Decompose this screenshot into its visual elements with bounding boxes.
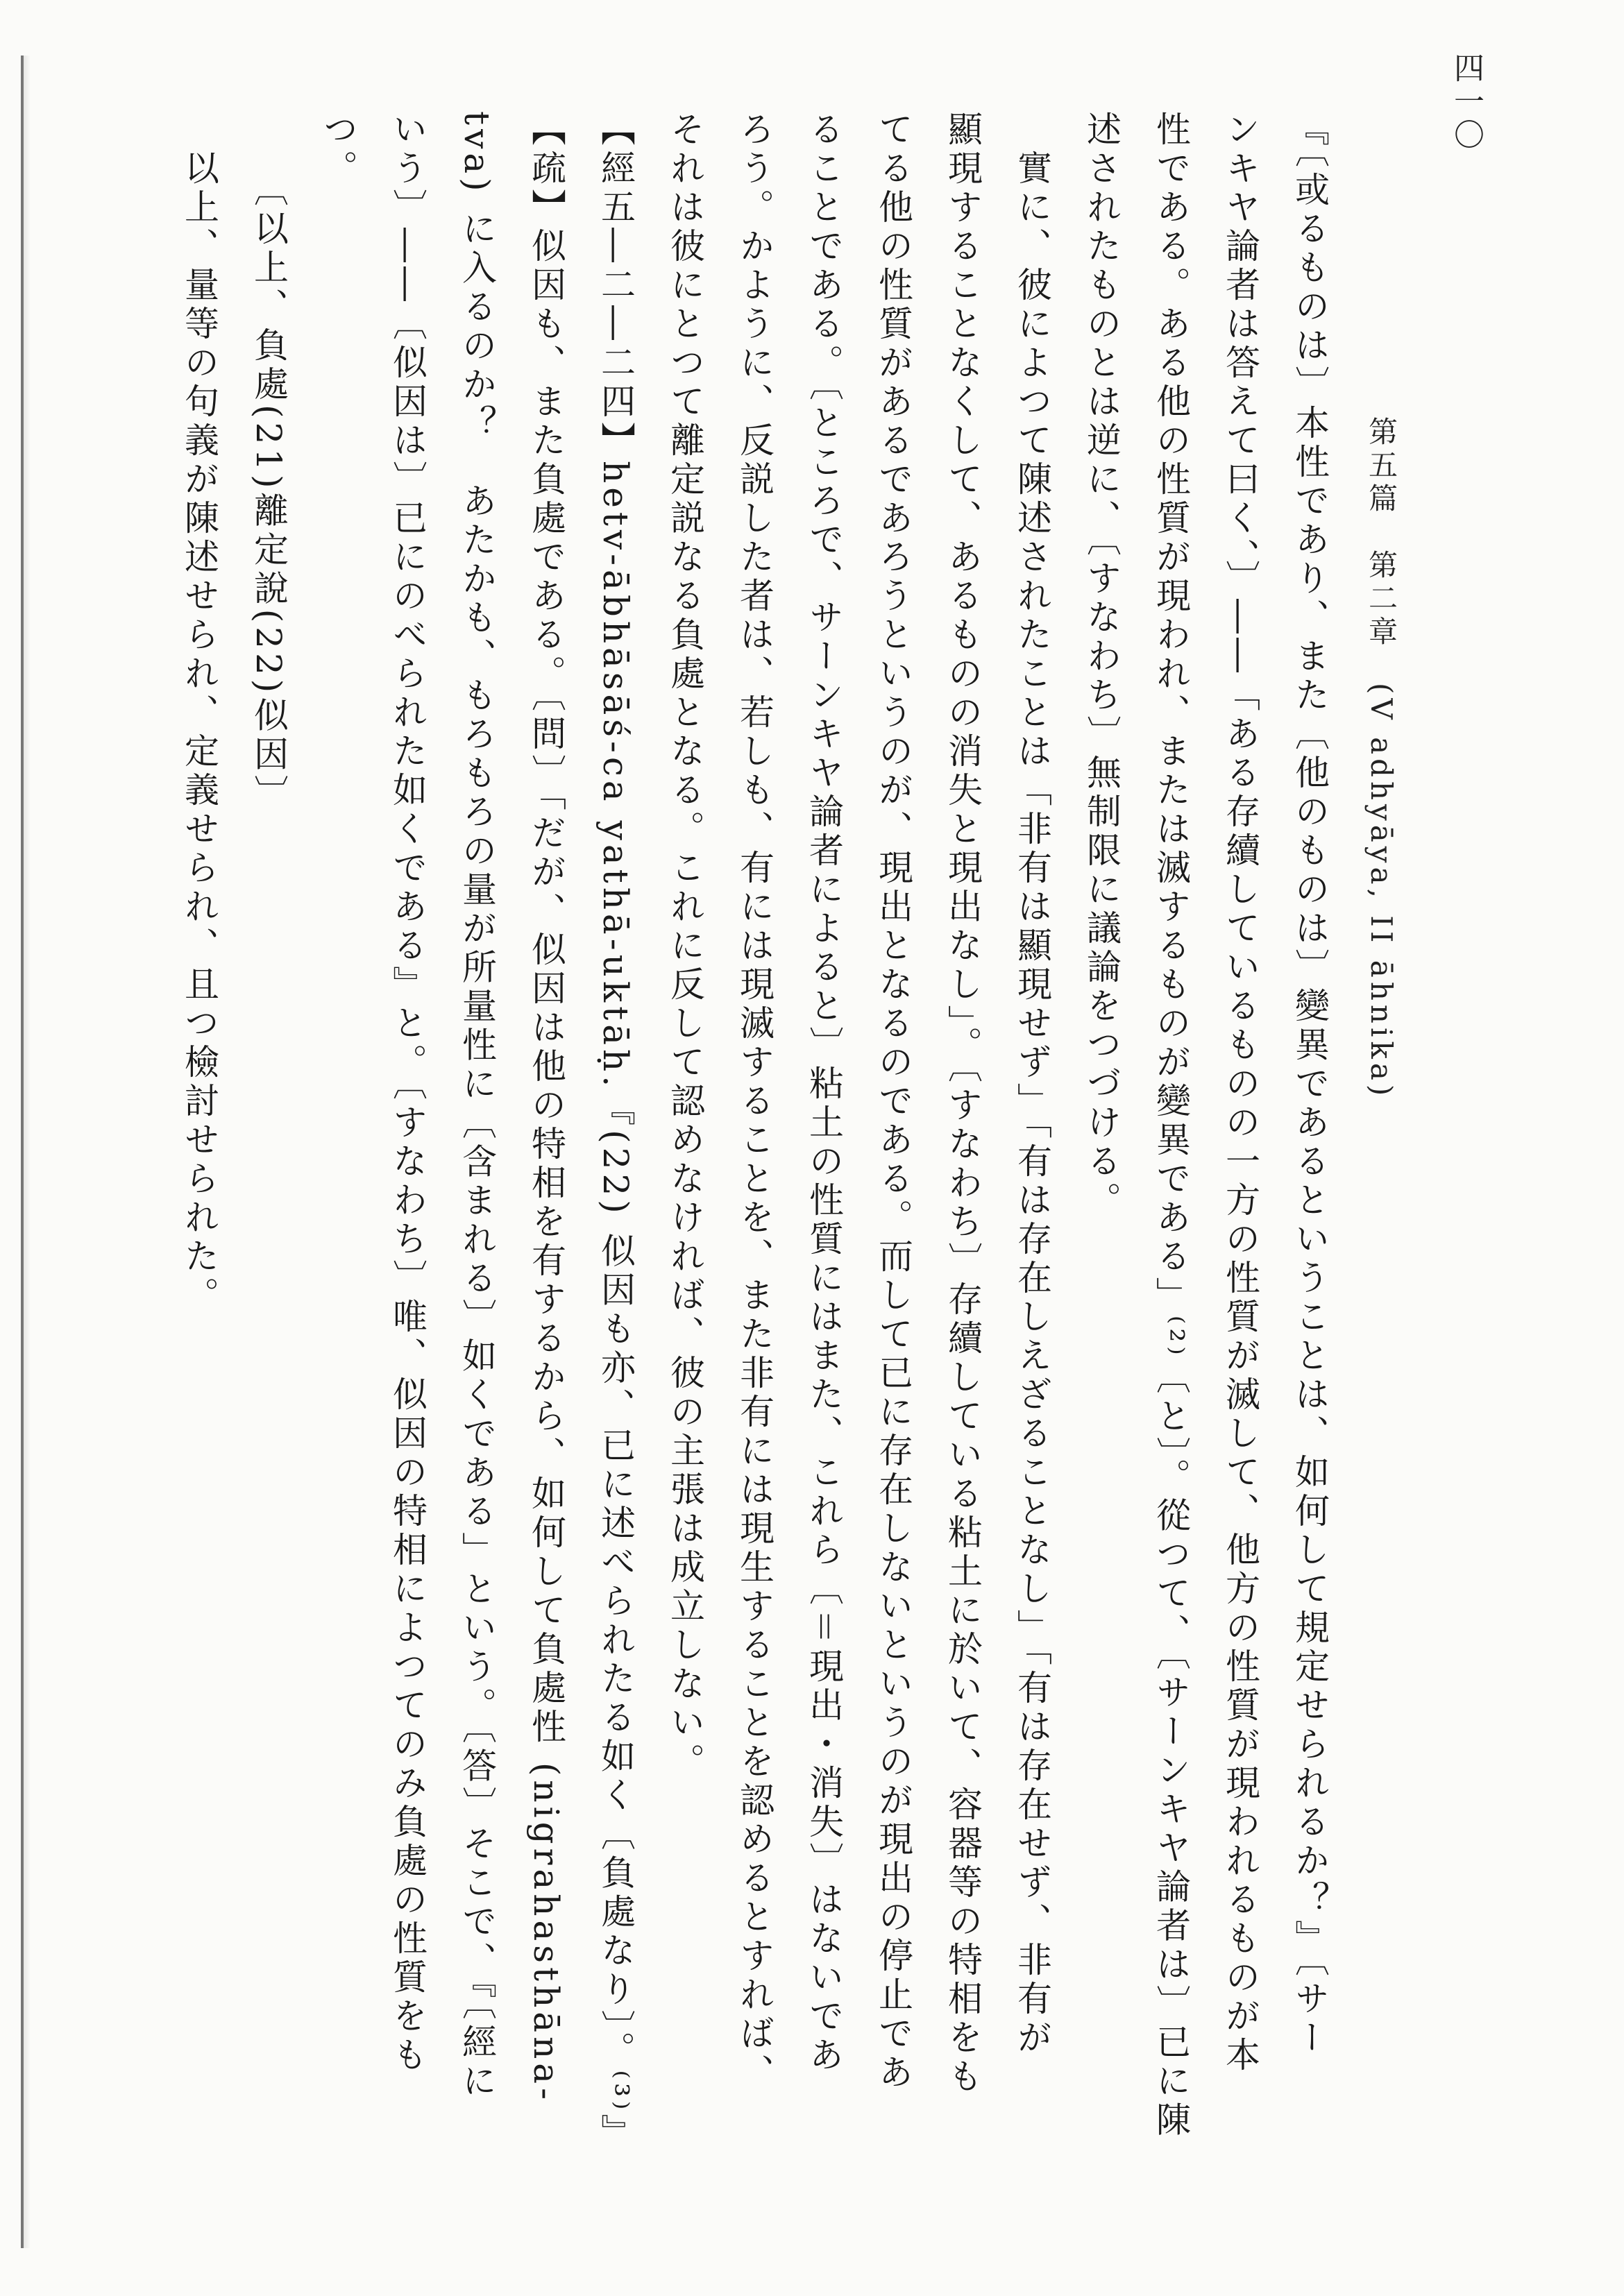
section-summary: 〔以上、負處(21)離定說(22)似因〕 — [248, 111, 289, 814]
text-line: 實に、彼によつて陳述されたことは「非有は顯現せず」「有は存在しえざることなし」「有は存在せず、非有が — [1012, 111, 1052, 2058]
running-header: 第五篇 第二章 (V adhyāya, II āhnika) — [1364, 416, 1398, 1100]
text-line: それは彼にとつて離定説なる負處となる。これに反して認めなければ、彼の主張は成立しない。 — [665, 111, 705, 1782]
sutra-line: 【經五―二―二四】hetv-ābhāsāś-ca yathā-uktāḥ.『(22) 似因も亦、已に述べられたる如く〔負處なり〕。⁽³⁾』 — [595, 111, 636, 2153]
commentary-line: 【疏】似因も、また負處である。〔問〕「だが、似因は他の特相を有するから、如何して負處性 (nigrahasthāna- — [526, 111, 566, 2104]
text-line: ンキヤ論者は答えて曰く、〕――「ある存續しているものの一方の性質が滅して、他方の性質が現われるものが本 — [1220, 111, 1260, 2075]
body-text — [0, 111, 1624, 2153]
text-line: つ。 — [318, 111, 358, 189]
text-line: いう〕――〔似因は〕已にのべられた如くである』と。〔すなわち〕唯、似因の特相によつてのみ負處の性質をも — [387, 111, 428, 2075]
text-line: 性である。ある他の性質が現われ、または滅するものが變異である」⁽²⁾〔と〕。從つて、〔サーンキヤ論者は〕已に陳 — [1151, 111, 1191, 2141]
text-line: 述されたものとは逆に、〔すなわち〕無制限に議論をつづける。 — [1081, 111, 1122, 1221]
text-line: 『〔或るものは〕本性であり、また〔他のものは〕變異であるということは、如何して規定せられるか？』〔サー — [1289, 111, 1330, 2058]
text-line: ることである。〔ところで、サーンキヤ論者によると〕粘土の性質にはまた、これら〔＝現出・消失〕はないであ — [804, 111, 844, 2075]
text-line: てる他の性質があるであろうというのが、現出となるのである。而して已に存在しないというのが現出の停止であ — [873, 111, 913, 2093]
closing-line: 以上、量等の句義が陳述せられ、定義せられ、且つ檢討せられた。 — [179, 111, 219, 1316]
text-line: ろう。かように、反説した者は、若しも、有には現滅することを、また非有には現生することを認めるとすれば、 — [734, 111, 775, 2093]
text-line: tva) に入るのか？ あたかも、もろもろの量が所量性に〔含まれる〕如くである」という。〔答〕そこで、『〔經に — [457, 111, 497, 2102]
text-line: 顯現することなくして、あるものの消失と現出なし」。〔すなわち〕存續している粘土に於いて、容器等の特相をも — [942, 111, 983, 2097]
page-number: 四一〇 — [1448, 52, 1484, 152]
